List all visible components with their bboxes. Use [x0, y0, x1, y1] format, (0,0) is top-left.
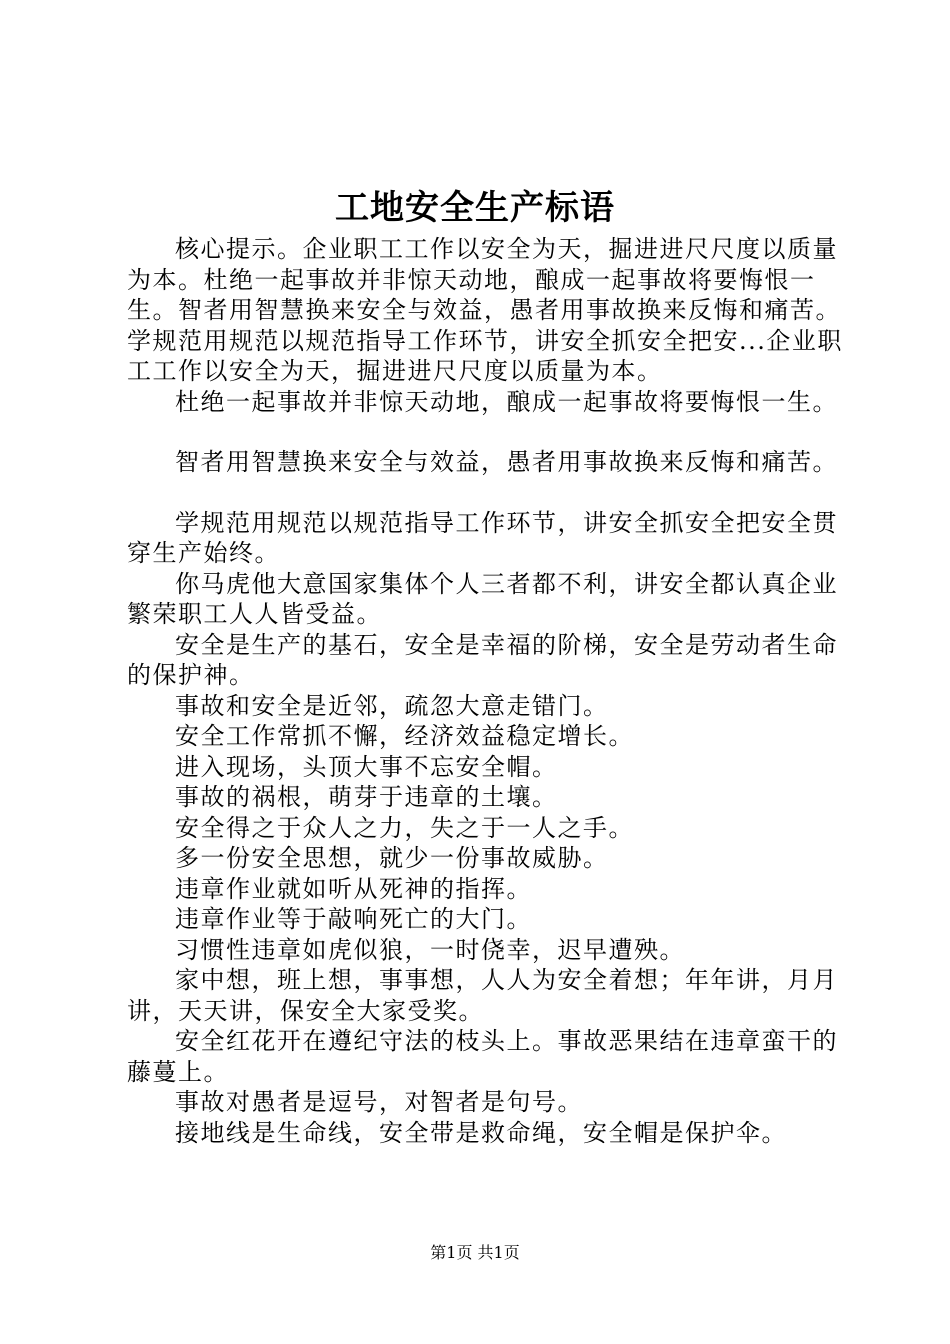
paragraph: 多一份安全思想，就少一份事故威胁。	[175, 844, 609, 872]
paragraph: 事故的祸根，萌芽于违章的土壤。	[175, 783, 558, 811]
paragraph: 事故对愚者是逗号，对智者是句号。	[175, 1088, 583, 1116]
paragraph: 安全是生产的基石，安全是幸福的阶梯，安全是劳动者生命的保护神。	[127, 630, 838, 689]
paragraph: 你马虎他大意国家集体个人三者都不利，讲安全都认真企业繁荣职工人人皆受益。	[127, 569, 838, 628]
paragraph: 违章作业等于敲响死亡的大门。	[175, 905, 532, 933]
paragraph: 违章作业就如听从死神的指挥。	[175, 874, 532, 903]
page-number-footer: 第1页 共1页	[430, 1243, 520, 1262]
paragraph: 家中想，班上想，事事想，人人为安全着想；年年讲，月月讲，天天讲，保安全大家受奖。	[127, 966, 838, 1025]
paragraph: 事故和安全是近邻，疏忽大意走错门。	[175, 691, 609, 720]
paragraph: 进入现场，头顶大事不忘安全帽。	[175, 752, 558, 781]
paragraph: 安全得之于众人之力，失之于一人之手。	[175, 813, 634, 842]
paragraph: 杜绝一起事故并非惊天动地，酿成一起事故将要悔恨一生。	[175, 387, 838, 416]
paragraph: 学规范用规范以规范指导工作环节，讲安全抓安全把安全贯穿生产始终。	[127, 508, 838, 567]
paragraph: 安全工作常抓不懈，经济效益稳定增长。	[175, 722, 634, 750]
paragraph: 智者用智慧换来安全与效益，愚者用事故换来反悔和痛苦。	[175, 448, 838, 476]
paragraph: 安全红花开在遵纪守法的枝头上。事故恶果结在违章蛮干的藤蔓上。	[127, 1027, 838, 1086]
document-body	[127, 234, 847, 1148]
paragraph-summary: 核心提示。企业职工工作以安全为天，掘进进尺尺度以质量为本。杜绝一起事故并非惊天动地，酿成一起事故将要悔恨一生。智者用智慧换来安全与效益，愚者用事故换来反悔和痛苦。学规范用规范以规范指导工作环节，讲安全抓安全把安...企业职工工作以安全为天，掘进进尺尺度以质量为本。	[127, 235, 843, 385]
paragraph: 接地线是生命线，安全带是救命绳，安全帽是保护伞。	[175, 1118, 787, 1147]
document-title: 工地安全生产标语	[335, 188, 615, 228]
paragraph: 习惯性违章如虎似狼，一时侥幸，迟早遭殃。	[175, 935, 685, 964]
